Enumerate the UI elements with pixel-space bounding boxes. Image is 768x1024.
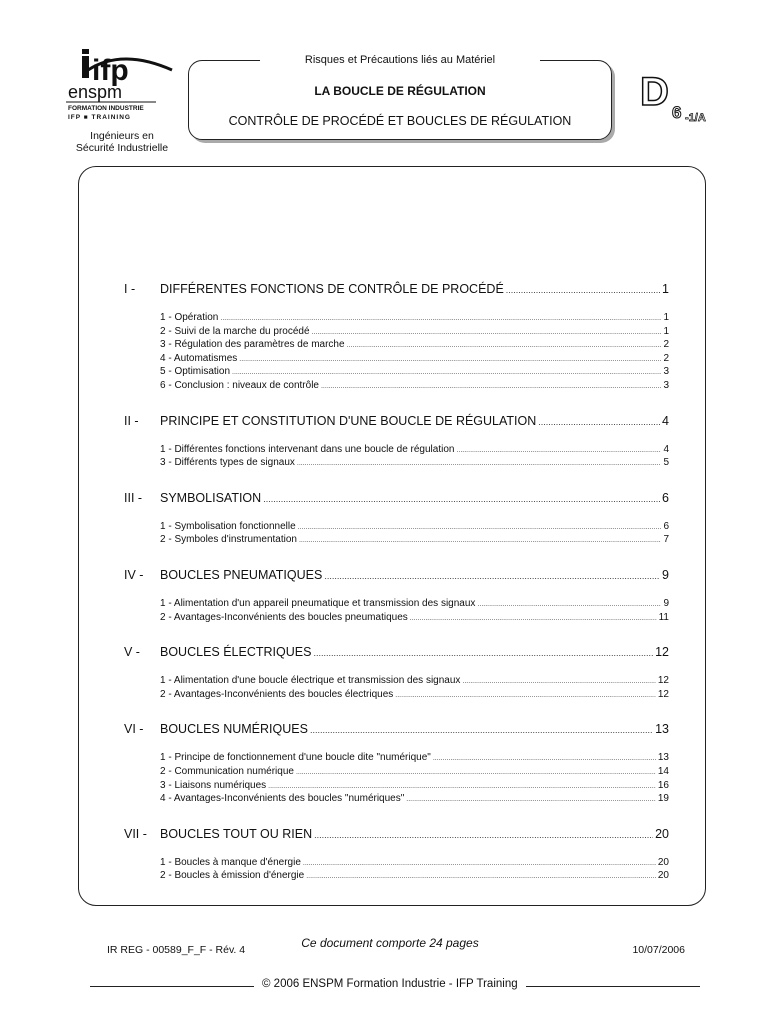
toc-leader-dots xyxy=(312,329,662,336)
toc-subsection-title: 2 - Boucles à émission d'énergie xyxy=(160,870,305,882)
logo-mark: ifp xyxy=(92,54,129,87)
toc-section xyxy=(124,414,669,471)
toc-subsection-title: 2 - Symboles d'instrumentation xyxy=(160,534,297,546)
toc-subsection-title: 4 - Avantages-Inconvénients des boucles "numériques" xyxy=(160,793,405,805)
toc-subsection-title: 1 - Différentes fonctions intervenant dans une boucle de régulation xyxy=(160,443,455,455)
toc-section-title: BOUCLES TOUT OU RIEN xyxy=(160,826,313,841)
toc-subsection-row xyxy=(160,780,669,794)
toc-section-title: PRINCIPE ET CONSTITUTION D'UNE BOUCLE DE RÉGULATION xyxy=(160,413,537,428)
toc-subsection-title: 1 - Opération xyxy=(160,312,219,323)
toc-section-number: VI - xyxy=(124,722,144,737)
toc-section-page: 13 xyxy=(655,722,669,737)
toc-subsection-row xyxy=(160,312,669,326)
toc-subsection-row xyxy=(160,766,669,780)
logo-line-2: IFP ■ TRAINING xyxy=(68,114,131,121)
logo-name: enspm xyxy=(68,82,123,102)
toc-subsection-page: 7 xyxy=(663,534,669,546)
toc-subsection-page: 1 xyxy=(663,325,669,337)
toc-subsection-row xyxy=(160,444,669,458)
toc-subsection-list xyxy=(160,444,669,471)
toc-section-row xyxy=(124,827,669,847)
toc-subsection-page: 2 xyxy=(663,352,669,364)
toc-section-page: 12 xyxy=(655,645,669,660)
header-top-label: Risques et Précautions liés au Matériel xyxy=(304,54,496,66)
toc-section-number: V - xyxy=(124,645,140,660)
toc-leader-dots xyxy=(538,417,660,427)
toc-section xyxy=(124,645,669,702)
toc-section-row xyxy=(124,722,669,742)
toc-subsection-page: 4 xyxy=(663,443,669,455)
toc-subsection-title: 3 - Différents types de signaux xyxy=(160,457,295,469)
toc-subsection-row xyxy=(160,857,669,871)
toc-subsection-list xyxy=(160,598,669,625)
toc-subsection-row xyxy=(160,675,669,689)
toc-subsection-page: 6 xyxy=(663,520,669,532)
toc-subsection-page: 1 xyxy=(663,312,669,323)
org-subtitle xyxy=(62,130,182,154)
header-box xyxy=(188,60,612,140)
toc-leader-dots xyxy=(298,524,662,531)
toc-leader-dots xyxy=(232,369,661,376)
toc-subsection-row xyxy=(160,793,669,807)
toc-subsection-list xyxy=(160,752,669,806)
toc-subsection-page: 14 xyxy=(657,765,669,777)
toc-section-page: 9 xyxy=(662,567,669,582)
toc-subsection-list xyxy=(160,675,669,702)
toc-subsection-row xyxy=(160,339,669,353)
toc-section xyxy=(124,282,669,394)
toc-section-title: SYMBOLISATION xyxy=(160,490,262,505)
toc-subsection-page: 20 xyxy=(657,870,669,882)
document-subtitle: CONTRÔLE DE PROCÉDÉ ET BOUCLES DE RÉGULATION xyxy=(228,114,572,128)
toc-subsection-title: 2 - Suivi de la marche du procédé xyxy=(160,325,310,337)
enspm-ifp-logo xyxy=(60,48,180,122)
toc-subsection-page: 3 xyxy=(663,366,669,378)
toc-leader-dots xyxy=(347,342,662,349)
toc-leader-dots xyxy=(310,725,653,735)
org-subtitle-line-2: Sécurité Industrielle xyxy=(75,142,169,154)
toc-subsection-row xyxy=(160,457,669,471)
copyright: © 2006 ENSPM Formation Industrie - IFP Training xyxy=(254,978,526,990)
toc-section-row xyxy=(124,645,669,665)
toc-section-title: BOUCLES PNEUMATIQUES xyxy=(160,567,323,582)
toc-subsection-row xyxy=(160,521,669,535)
toc-section xyxy=(124,568,669,625)
toc-subsection-row xyxy=(160,366,669,380)
toc-leader-dots xyxy=(220,315,661,322)
document-code-suffix: -1/A xyxy=(685,112,706,124)
toc-subsection-title: 1 - Boucles à manque d'énergie xyxy=(160,856,301,868)
toc-leader-dots xyxy=(433,755,656,762)
toc-subsection-title: 1 - Alimentation d'une boucle électrique et transmission des signaux xyxy=(160,675,461,687)
toc-leader-dots xyxy=(296,769,656,776)
toc-section-number: II - xyxy=(124,413,139,428)
toc-leader-dots xyxy=(239,356,661,363)
toc-section-number: III - xyxy=(124,490,143,505)
toc-subsection-row xyxy=(160,870,669,884)
table-of-contents xyxy=(124,282,669,884)
toc-subsection-row xyxy=(160,752,669,766)
toc-subsection-page: 16 xyxy=(657,779,669,791)
toc-leader-dots xyxy=(477,601,661,608)
toc-section-page: 1 xyxy=(662,282,669,296)
toc-subsection-row xyxy=(160,598,669,612)
toc-leader-dots xyxy=(456,447,661,454)
logo-line-1: FORMATION INDUSTRIE xyxy=(68,105,144,112)
toc-section-title: BOUCLES NUMÉRIQUES xyxy=(160,722,308,737)
toc-leader-dots xyxy=(268,783,656,790)
toc-leader-dots xyxy=(299,537,661,544)
document-date: 10/07/2006 xyxy=(632,944,685,956)
toc-section-page: 6 xyxy=(662,490,669,505)
toc-section xyxy=(124,722,669,806)
toc-subsection-page: 11 xyxy=(658,611,669,623)
toc-section-row xyxy=(124,414,669,434)
toc-subsection-title: 1 - Symbolisation fonctionnelle xyxy=(160,520,296,532)
toc-subsection-row xyxy=(160,326,669,340)
toc-section-title: DIFFÉRENTES FONCTIONS DE CONTRÔLE DE PROCÉDÉ xyxy=(160,282,504,296)
toc-subsection-title: 4 - Automatismes xyxy=(160,352,238,364)
toc-section-row xyxy=(124,491,669,511)
toc-leader-dots xyxy=(410,615,657,622)
toc-leader-dots xyxy=(324,571,660,581)
toc-leader-dots xyxy=(406,796,656,803)
toc-subsection-title: 5 - Optimisation xyxy=(160,366,231,378)
toc-leader-dots xyxy=(313,648,653,658)
toc-section-row xyxy=(124,282,669,302)
toc-section-page: 4 xyxy=(662,413,669,428)
toc-leader-dots xyxy=(303,860,656,867)
toc-subsection-title: 3 - Régulation des paramètres de marche xyxy=(160,339,345,351)
toc-subsection-title: 2 - Communication numérique xyxy=(160,765,294,777)
toc-subsection-page: 20 xyxy=(657,856,669,868)
toc-subsection-title: 3 - Liaisons numériques xyxy=(160,779,267,791)
toc-section-page: 20 xyxy=(655,826,669,841)
toc-subsection-page: 12 xyxy=(657,675,669,687)
toc-section-number: I - xyxy=(124,282,136,296)
toc-leader-dots xyxy=(314,830,653,840)
toc-subsection-page: 12 xyxy=(657,688,669,700)
toc-subsection-row xyxy=(160,353,669,367)
toc-subsection-title: 2 - Avantages-Inconvénients des boucles pneumatiques xyxy=(160,611,408,623)
toc-subsection-list xyxy=(160,521,669,548)
toc-subsection-page: 9 xyxy=(663,597,669,609)
toc-leader-dots xyxy=(321,383,661,390)
toc-section-row xyxy=(124,568,669,588)
toc-section xyxy=(124,491,669,548)
toc-subsection-page: 5 xyxy=(663,457,669,469)
document-code-letter: D xyxy=(640,70,669,114)
toc-subsection-page: 19 xyxy=(657,793,669,805)
toc-subsection-row xyxy=(160,612,669,626)
toc-section xyxy=(124,827,669,884)
toc-subsection-page: 13 xyxy=(657,752,669,764)
toc-leader-dots xyxy=(306,873,656,880)
toc-section-number: VII - xyxy=(124,826,147,841)
toc-subsection-title: 1 - Principe de fonctionnement d'une boucle dite "numérique" xyxy=(160,752,431,764)
toc-section-title: BOUCLES ÉLECTRIQUES xyxy=(160,645,312,660)
toc-subsection-title: 1 - Alimentation d'un appareil pneumatique et transmission des signaux xyxy=(160,597,476,609)
toc-leader-dots xyxy=(263,494,660,504)
toc-subsection-row xyxy=(160,534,669,548)
document-code-number: 6 xyxy=(672,103,682,122)
toc-leader-dots xyxy=(297,460,662,467)
toc-subsection-list xyxy=(160,857,669,884)
toc-leader-dots xyxy=(462,678,655,685)
document-title: LA BOUCLE DE RÉGULATION xyxy=(314,84,486,98)
toc-leader-dots xyxy=(395,692,656,699)
toc-subsection-list xyxy=(160,312,669,394)
toc-subsection-row xyxy=(160,380,669,394)
toc-subsection-page: 3 xyxy=(663,379,669,391)
org-subtitle-line-1: Ingénieurs en xyxy=(90,130,154,142)
toc-subsection-page: 2 xyxy=(663,339,669,351)
toc-section-number: IV - xyxy=(124,567,144,582)
toc-leader-dots xyxy=(506,285,660,295)
toc-subsection-title: 2 - Avantages-Inconvénients des boucles électriques xyxy=(160,688,394,700)
toc-subsection-title: 6 - Conclusion : niveaux de contrôle xyxy=(160,379,319,391)
toc-subsection-row xyxy=(160,689,669,703)
document-reference: IR REG - 00589_F_F - Rév. 4 xyxy=(107,944,246,956)
page-count-note: Ce document comporte 24 pages xyxy=(301,936,479,950)
